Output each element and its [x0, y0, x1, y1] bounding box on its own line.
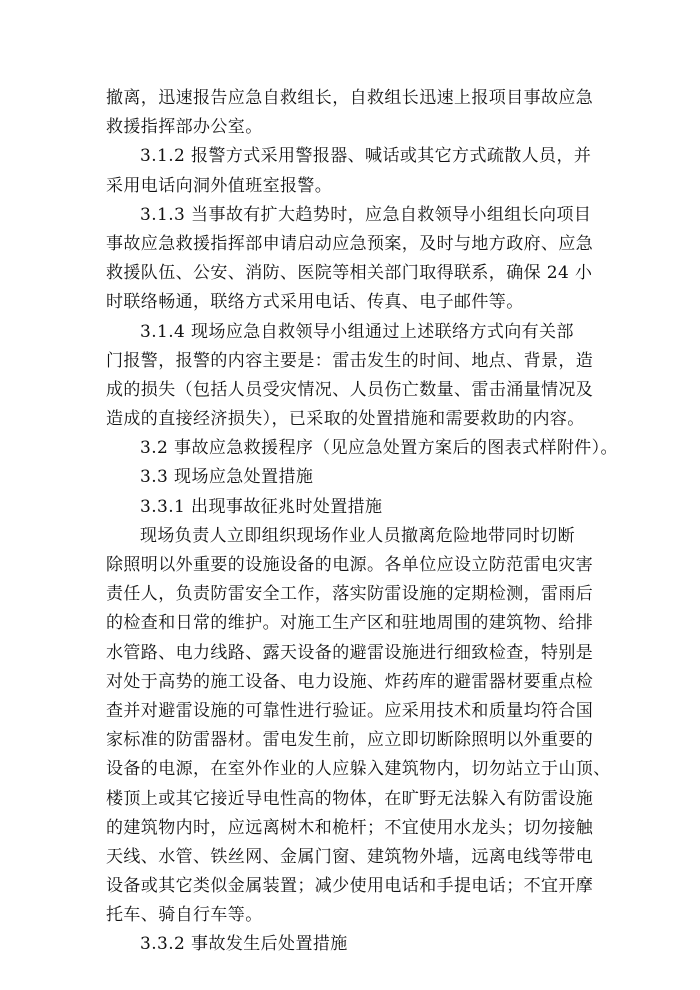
text-line: 3.1.3 当事故有扩大趋势时，应急自救领导小组组长向项目: [140, 204, 592, 225]
text-line: 3.2 事故应急救援程序（见应急处置方案后的图表式样附件）。: [140, 438, 618, 459]
text-line: 现场负责人立即组织现场作业人员撤离危险地带同时切断: [140, 525, 575, 546]
text-line: 托车、骑自行车等。: [106, 905, 263, 926]
text-line: 的建筑物内时，应远离树木和桅杆；不宜使用水龙头；切勿接触: [106, 817, 594, 838]
text-line: 撤离，迅速报告应急自救组长，自救组长迅速上报项目事故应急: [106, 88, 594, 108]
text-line: 水管路、电力线路、露天设备的避雷设施进行细致检查，特别是: [106, 642, 594, 663]
text-line: 3.1.2 报警方式采用警报器、喊话或其它方式疏散人员，并: [140, 146, 592, 167]
text-line: 造成的直接经济损失），已采取的处置措施和需要救助的内容。: [106, 409, 585, 430]
text-line: 3.3 现场应急处置措施: [140, 467, 314, 488]
text-line: 成的损失（包括人员受灾情况、人员伤亡数量、雷击涌量情况及: [106, 379, 594, 400]
text-line: 家标准的防雷器材。雷电发生前，应立即切断除照明以外重要的: [106, 730, 594, 751]
text-line: 采用电话向洞外值班室报警。: [106, 175, 333, 196]
text-line: 3.3.2 事故发生后处置措施: [140, 934, 348, 955]
text-line: 3.3.1 出现事故征兆时处置措施: [140, 496, 383, 517]
document-body: [106, 84, 618, 960]
text-line: 时联络畅通，联络方式采用电话、传真、电子邮件等。: [106, 292, 524, 313]
text-line: 救援指挥部办公室。: [106, 117, 263, 138]
text-line: 楼顶上或其它接近导电性高的物体，在旷野无法躲入有防雷设施: [106, 788, 594, 809]
text-line: 门报警，报警的内容主要是：雷击发生的时间、地点、背景，造: [106, 350, 594, 371]
text-line: 天线、水管、铁丝网、金属门窗、建筑物外墙，远离电线等带电: [106, 846, 594, 867]
text-line: 除照明以外重要的设施设备的电源。各单位应设立防范雷电灾害: [106, 555, 594, 575]
text-line: 责任人，负责防雷安全工作，落实防雷设施的定期检测，雷雨后: [106, 584, 594, 605]
text-line: 设备的电源，在室外作业的人应躲入建筑物内，切勿站立于山顶、: [106, 759, 611, 780]
text-line: 查并对避雷设施的可靠性进行验证。应采用技术和质量均符合国: [106, 700, 594, 721]
text-line: 对处于高势的施工设备、电力设施、炸药库的避雷器材要重点检: [106, 671, 594, 692]
text-line: 设备或其它类似金属装置；减少使用电话和手提电话；不宜开摩: [106, 876, 594, 897]
text-line: 3.1.4 现场应急自救领导小组通过上述联络方式向有关部: [140, 321, 574, 342]
text-line: 事故应急救援指挥部申请启动应急预案，及时与地方政府、应急: [106, 233, 594, 254]
text-line: 救援队伍、公安、消防、医院等相关部门取得联系，确保 24 小: [106, 263, 593, 284]
text-line: 的检查和日常的维护。对施工生产区和驻地周围的建筑物、给排: [106, 613, 594, 634]
